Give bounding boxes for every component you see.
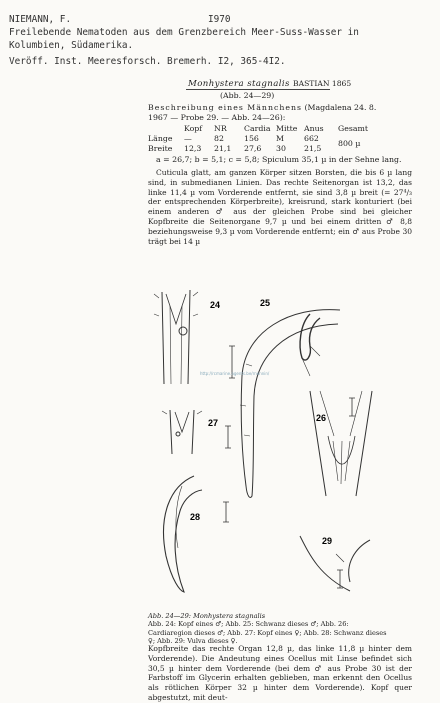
- table-cell: 662: [304, 134, 319, 143]
- title-line-1: Freilebende Nematoden aus dem Grenzbereich Meer-Suss-Wasser in: [9, 27, 359, 38]
- table-header-row: [148, 124, 372, 134]
- figure-label: 27: [208, 418, 219, 428]
- total-length: 800 µ: [338, 139, 361, 148]
- table-header-cell: Cardia: [244, 124, 271, 133]
- table-cell: 21,1: [214, 144, 232, 153]
- table-cell: 82: [214, 134, 224, 143]
- species-name: Monhystera stagnalis: [188, 79, 290, 89]
- body-paragraph-1: [148, 168, 412, 246]
- watermark-url: http://rcmarine.agents.be/rnennin/: [200, 371, 270, 376]
- species-heading: [188, 79, 351, 89]
- figure-caption: [148, 612, 388, 645]
- title-line-2: Kolumbien, Südamerika.: [9, 39, 134, 51]
- table-cell: M: [276, 134, 284, 143]
- table-cell: 27,6: [244, 144, 262, 153]
- figure-label: 28: [190, 512, 201, 522]
- figure-24-head-drawing: [154, 290, 198, 384]
- table-cell: 21,5: [304, 144, 322, 153]
- description-detail: (Magdalena 24. 8. 1967 — Probe 29. — Abb. 24—26):: [148, 103, 377, 122]
- figure-29-vulva-drawing: [300, 536, 370, 591]
- species-authority: BASTIAN 1865: [293, 79, 352, 88]
- table-cell: —: [184, 134, 192, 143]
- figure-27-head-drawing: [162, 410, 202, 454]
- figure-28-tail-drawing: [164, 476, 202, 592]
- table-cell: Breite: [148, 144, 173, 153]
- caption-text: Abb. 24: Kopf eines ♂; Abb. 25: Schwanz dieses ♂; Abb. 26: Cardiaregion dieses ♂; Abb. 27: Kopf eines ♀; Abb. 28: Schwanz dieses ♀; Abb. 29: Vulva dieses ♀.: [148, 620, 387, 645]
- table-row: [148, 134, 372, 144]
- figure-label: 25: [260, 298, 271, 308]
- figure-reference: (Abb. 24—29): [220, 91, 275, 100]
- body-paragraph-2: Kopfbreite das rechte Organ 12,8 µ, das linke 11,8 µ hinter dem Vorderende). Die Andeutung eines Ocellus mit Linse befindet sich 30,5 µ hinter dem Vorderende (bei dem ♂ aus Probe 30 ist der Farbstoff im Glycerin erhalten geblieben, man erkennt den Ocellus als rötlichen Körper 32 µ hinter dem Vorderende). Kopf quer abgestutzt, mit deut-: [148, 644, 412, 702]
- figure-label: 24: [210, 300, 221, 310]
- figure-25-tail-drawing: [240, 310, 340, 498]
- citation-source: Veröff. Inst. Meeresforsch. Bremerh. I2, 365-4I2.: [9, 56, 286, 67]
- citation-title: [9, 27, 431, 52]
- citation-header: [9, 14, 431, 25]
- heading-rule: [186, 89, 330, 90]
- figure-26-cardia-drawing: [310, 391, 372, 496]
- measurement-table: [148, 124, 372, 154]
- table-cell: 30: [276, 144, 286, 153]
- author-name: NIEMANN, F.: [9, 14, 72, 25]
- table-header-cell: Anus: [304, 124, 324, 133]
- description-intro: [148, 103, 398, 123]
- table-cell: 12,3: [184, 144, 202, 153]
- ratios-line: a = 26,7; b = 5,1; c = 5,8; Spiculum 35,1 µ in der Sehne lang.: [156, 155, 402, 164]
- figure-label: 29: [322, 536, 333, 546]
- paragraph-text: Cuticula glatt, am ganzen Körper sitzen Borsten, die bis 6 µ lang sind, in submedianen Linien. Das rechte Seitenorgan ist 13,2, das linke 11,4 µ vom Vorderende entfernt, sie sind 3,8 µ breit (= 27⁴/₃ der entsprechenden Körperbreite), kreisrund, stark konturiert (bei einem anderen ♂ aus der gleichen Probe sind bei gleicher Kopfbreite die Seitenorgane 9,7 µ und bei einem dritten ♂ 8,8 beziehungsweise 9,3 µ vom Vorderende entfernt; ein ♂ aus Probe 30 trägt bei 14 µ: [148, 168, 412, 246]
- table-header-cell: Kopf: [184, 124, 203, 133]
- figure-plate: [150, 286, 380, 611]
- table-cell: Länge: [148, 134, 173, 143]
- table-header-cell: Mitte: [276, 124, 298, 133]
- caption-title: Abb. 24—29: Monhystera stagnalis: [148, 612, 266, 620]
- table-header-cell: [148, 124, 184, 134]
- table-header-cell: NR: [214, 124, 227, 133]
- table-cell: 156: [244, 134, 259, 143]
- figure-label: 26: [316, 413, 327, 423]
- description-heading: Beschreibung eines Männchens: [148, 103, 302, 112]
- publication-year: I970: [208, 14, 231, 25]
- scale-bars: [223, 346, 355, 588]
- table-header-cell: Gesamt: [338, 124, 369, 133]
